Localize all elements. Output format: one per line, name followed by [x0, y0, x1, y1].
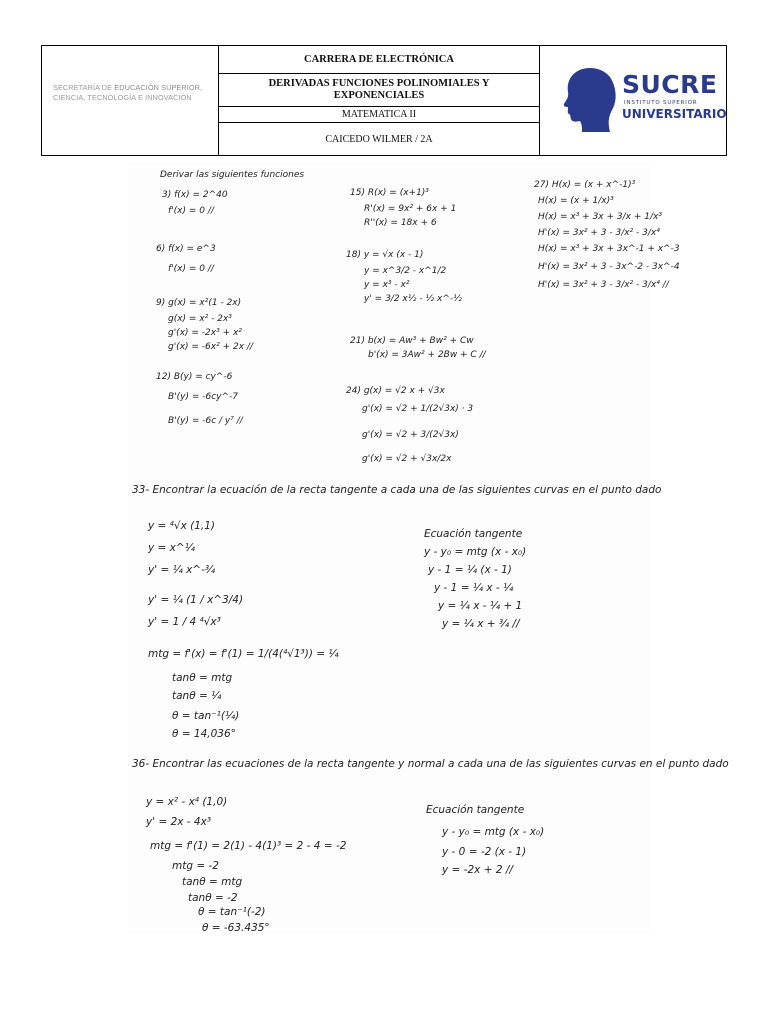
- q36-right-line: y - y₀ = mtg (x - x₀): [442, 826, 545, 838]
- q36-left-line: y = x² - x⁴ (1,0): [146, 796, 228, 808]
- ex18-line: y = x³ - x²: [364, 280, 410, 290]
- header-title-cell: [219, 46, 540, 155]
- q36-right-line: y = -2x + 2 //: [442, 864, 513, 876]
- q36-left-line: mtg = -2: [172, 860, 219, 872]
- q33-statement: 33- Encontrar la ecuación de la recta tangente a cada una de las siguientes curvas en el punto dado: [132, 484, 662, 496]
- q36-left-line: tanθ = mtg: [182, 876, 243, 888]
- career-title: CARRERA DE ELECTRÓNICA: [219, 46, 539, 74]
- q33-right-line: y = ¼ x - ¼ + 1: [438, 600, 523, 612]
- ex21-line: 21) b(x) = Aw³ + Bw² + Cw: [350, 336, 474, 346]
- ex12-line: B'(y) = -6cy^-7: [168, 392, 239, 402]
- q36-left-line: mtg = f'(1) = 2(1) - 4(1)³ = 2 - 4 = -2: [150, 840, 347, 852]
- q33-right-line: y - 1 = ¼ x - ¼: [434, 582, 514, 594]
- ex6-line: f'(x) = 0 //: [168, 264, 214, 274]
- q33-left-line: θ = tan⁻¹(¼): [172, 710, 240, 722]
- ex18-line: y = x^3/2 - x^1/2: [364, 266, 447, 276]
- handwritten-work-scan: [128, 163, 729, 934]
- sucre-profile-icon: [560, 64, 620, 132]
- q36-left-line: y' = 2x - 4x³: [146, 816, 212, 828]
- ex12-line: B'(y) = -6c / y⁷ //: [168, 416, 243, 426]
- ex24-line: g'(x) = √2 + √3x/2x: [362, 454, 452, 464]
- q36-right-line: y - 0 = -2 (x - 1): [442, 846, 527, 858]
- ex27-line: H(x) = x³ + 3x + 3/x + 1/x³: [538, 212, 662, 222]
- ex27-line: H'(x) = 3x² + 3 - 3/x² - 3/x⁴ //: [538, 280, 669, 290]
- q33-left-line: y = ⁴√x (1,1): [148, 520, 216, 532]
- logo-universitario: UNIVERSITARIO: [622, 107, 727, 121]
- ex27-line: H(x) = x³ + 3x + 3x^-1 + x^-3: [538, 244, 680, 254]
- topic-title: DERIVADAS FUNCIONES POLINOMIALES Y EXPONENCIALES: [219, 74, 539, 107]
- document-header: [41, 45, 727, 156]
- q33-left-line: tanθ = mtg: [172, 672, 233, 684]
- ex9-line: g(x) = x² - 2x³: [168, 314, 232, 324]
- ex6-line: 6) f(x) = e^3: [156, 244, 216, 254]
- q33-left-line: y' = ¼ x^-¾: [148, 564, 216, 576]
- secretaria-logo: SECRETARÍA DE EDUCACIÓN SUPERIOR, CIENCIA, TECNOLOGÍA E INNOVACIÓN: [53, 83, 203, 102]
- ex12-line: 12) B(y) = cy^-6: [156, 372, 233, 382]
- sucre-logo: [560, 64, 727, 134]
- ex27-line: H'(x) = 3x² + 3 - 3x^-2 - 3x^-4: [538, 262, 680, 272]
- ex9-line: 9) g(x) = x²(1 - 2x): [156, 298, 242, 308]
- ex9-line: g'(x) = -6x² + 2x //: [168, 342, 253, 352]
- q33-right-line: y = ¼ x + ¾ //: [442, 618, 520, 630]
- q36-statement: 36- Encontrar las ecuaciones de la recta tangente y normal a cada una de las siguientes curvas en el punto dado: [132, 758, 729, 770]
- ex24-line: 24) g(x) = √2 x + √3x: [346, 386, 445, 396]
- ex24-line: g'(x) = √2 + 3/(2√3x): [362, 430, 459, 440]
- ex15-line: R'(x) = 9x² + 6x + 1: [364, 204, 457, 214]
- ex15-line: R''(x) = 18x + 6: [364, 218, 437, 228]
- logo-name: SUCRE: [622, 70, 718, 99]
- ex3-line: 3) f(x) = 2^40: [162, 190, 228, 200]
- q36-left-line: θ = -63.435°: [202, 922, 270, 934]
- q33-left-line: tanθ = ¼: [172, 690, 222, 702]
- q36-right-line: Ecuación tangente: [426, 804, 525, 816]
- ex27-line: H(x) = (x + 1/x)³: [538, 196, 614, 206]
- ex15-line: 15) R(x) = (x+1)³: [350, 188, 429, 198]
- q36-left-line: θ = tan⁻¹(-2): [198, 906, 266, 918]
- q33-left-line: y' = ¼ (1 / x^3/4): [148, 594, 244, 606]
- logo-subtitle: INSTITUTO SUPERIOR: [624, 100, 698, 106]
- q33-left-line: y = x^¼: [148, 542, 195, 554]
- ex27-line: 27) H(x) = (x + x^-1)³: [534, 180, 636, 190]
- sucre-logo-cell: [540, 46, 726, 155]
- subject-title: MATEMATICA II: [219, 107, 539, 123]
- ex18-line: y' = 3/2 x½ - ½ x^-½: [364, 294, 462, 304]
- ex24-line: g'(x) = √2 + 1/(2√3x) · 3: [362, 404, 474, 414]
- ex21-line: b'(x) = 3Aw² + 2Bw + C //: [368, 350, 486, 360]
- secretaria-logo-cell: [42, 46, 219, 155]
- ex27-line: H'(x) = 3x² + 3 - 3/x² - 3/x⁴: [538, 228, 660, 238]
- ex3-line: f'(x) = 0 //: [168, 206, 214, 216]
- q33-left-line: θ = 14,036°: [172, 728, 236, 740]
- q33-left-line: y' = 1 / 4 ⁴√x³: [148, 616, 221, 628]
- q33-right-line: y - y₀ = mtg (x - x₀): [424, 546, 527, 558]
- intro-text: Derivar las siguientes funciones: [160, 170, 305, 180]
- q33-right-line: Ecuación tangente: [424, 528, 523, 540]
- ex18-line: 18) y = √x (x - 1): [346, 250, 424, 260]
- q36-left-line: tanθ = -2: [188, 892, 238, 904]
- student-name: CAICEDO WILMER / 2A: [325, 133, 433, 145]
- q33-left-line: mtg = f'(x) = f'(1) = 1/(4(⁴√1³)) = ¼: [148, 648, 339, 660]
- q33-right-line: y - 1 = ¼ (x - 1): [428, 564, 512, 576]
- ex9-line: g'(x) = -2x³ + x²: [168, 328, 242, 338]
